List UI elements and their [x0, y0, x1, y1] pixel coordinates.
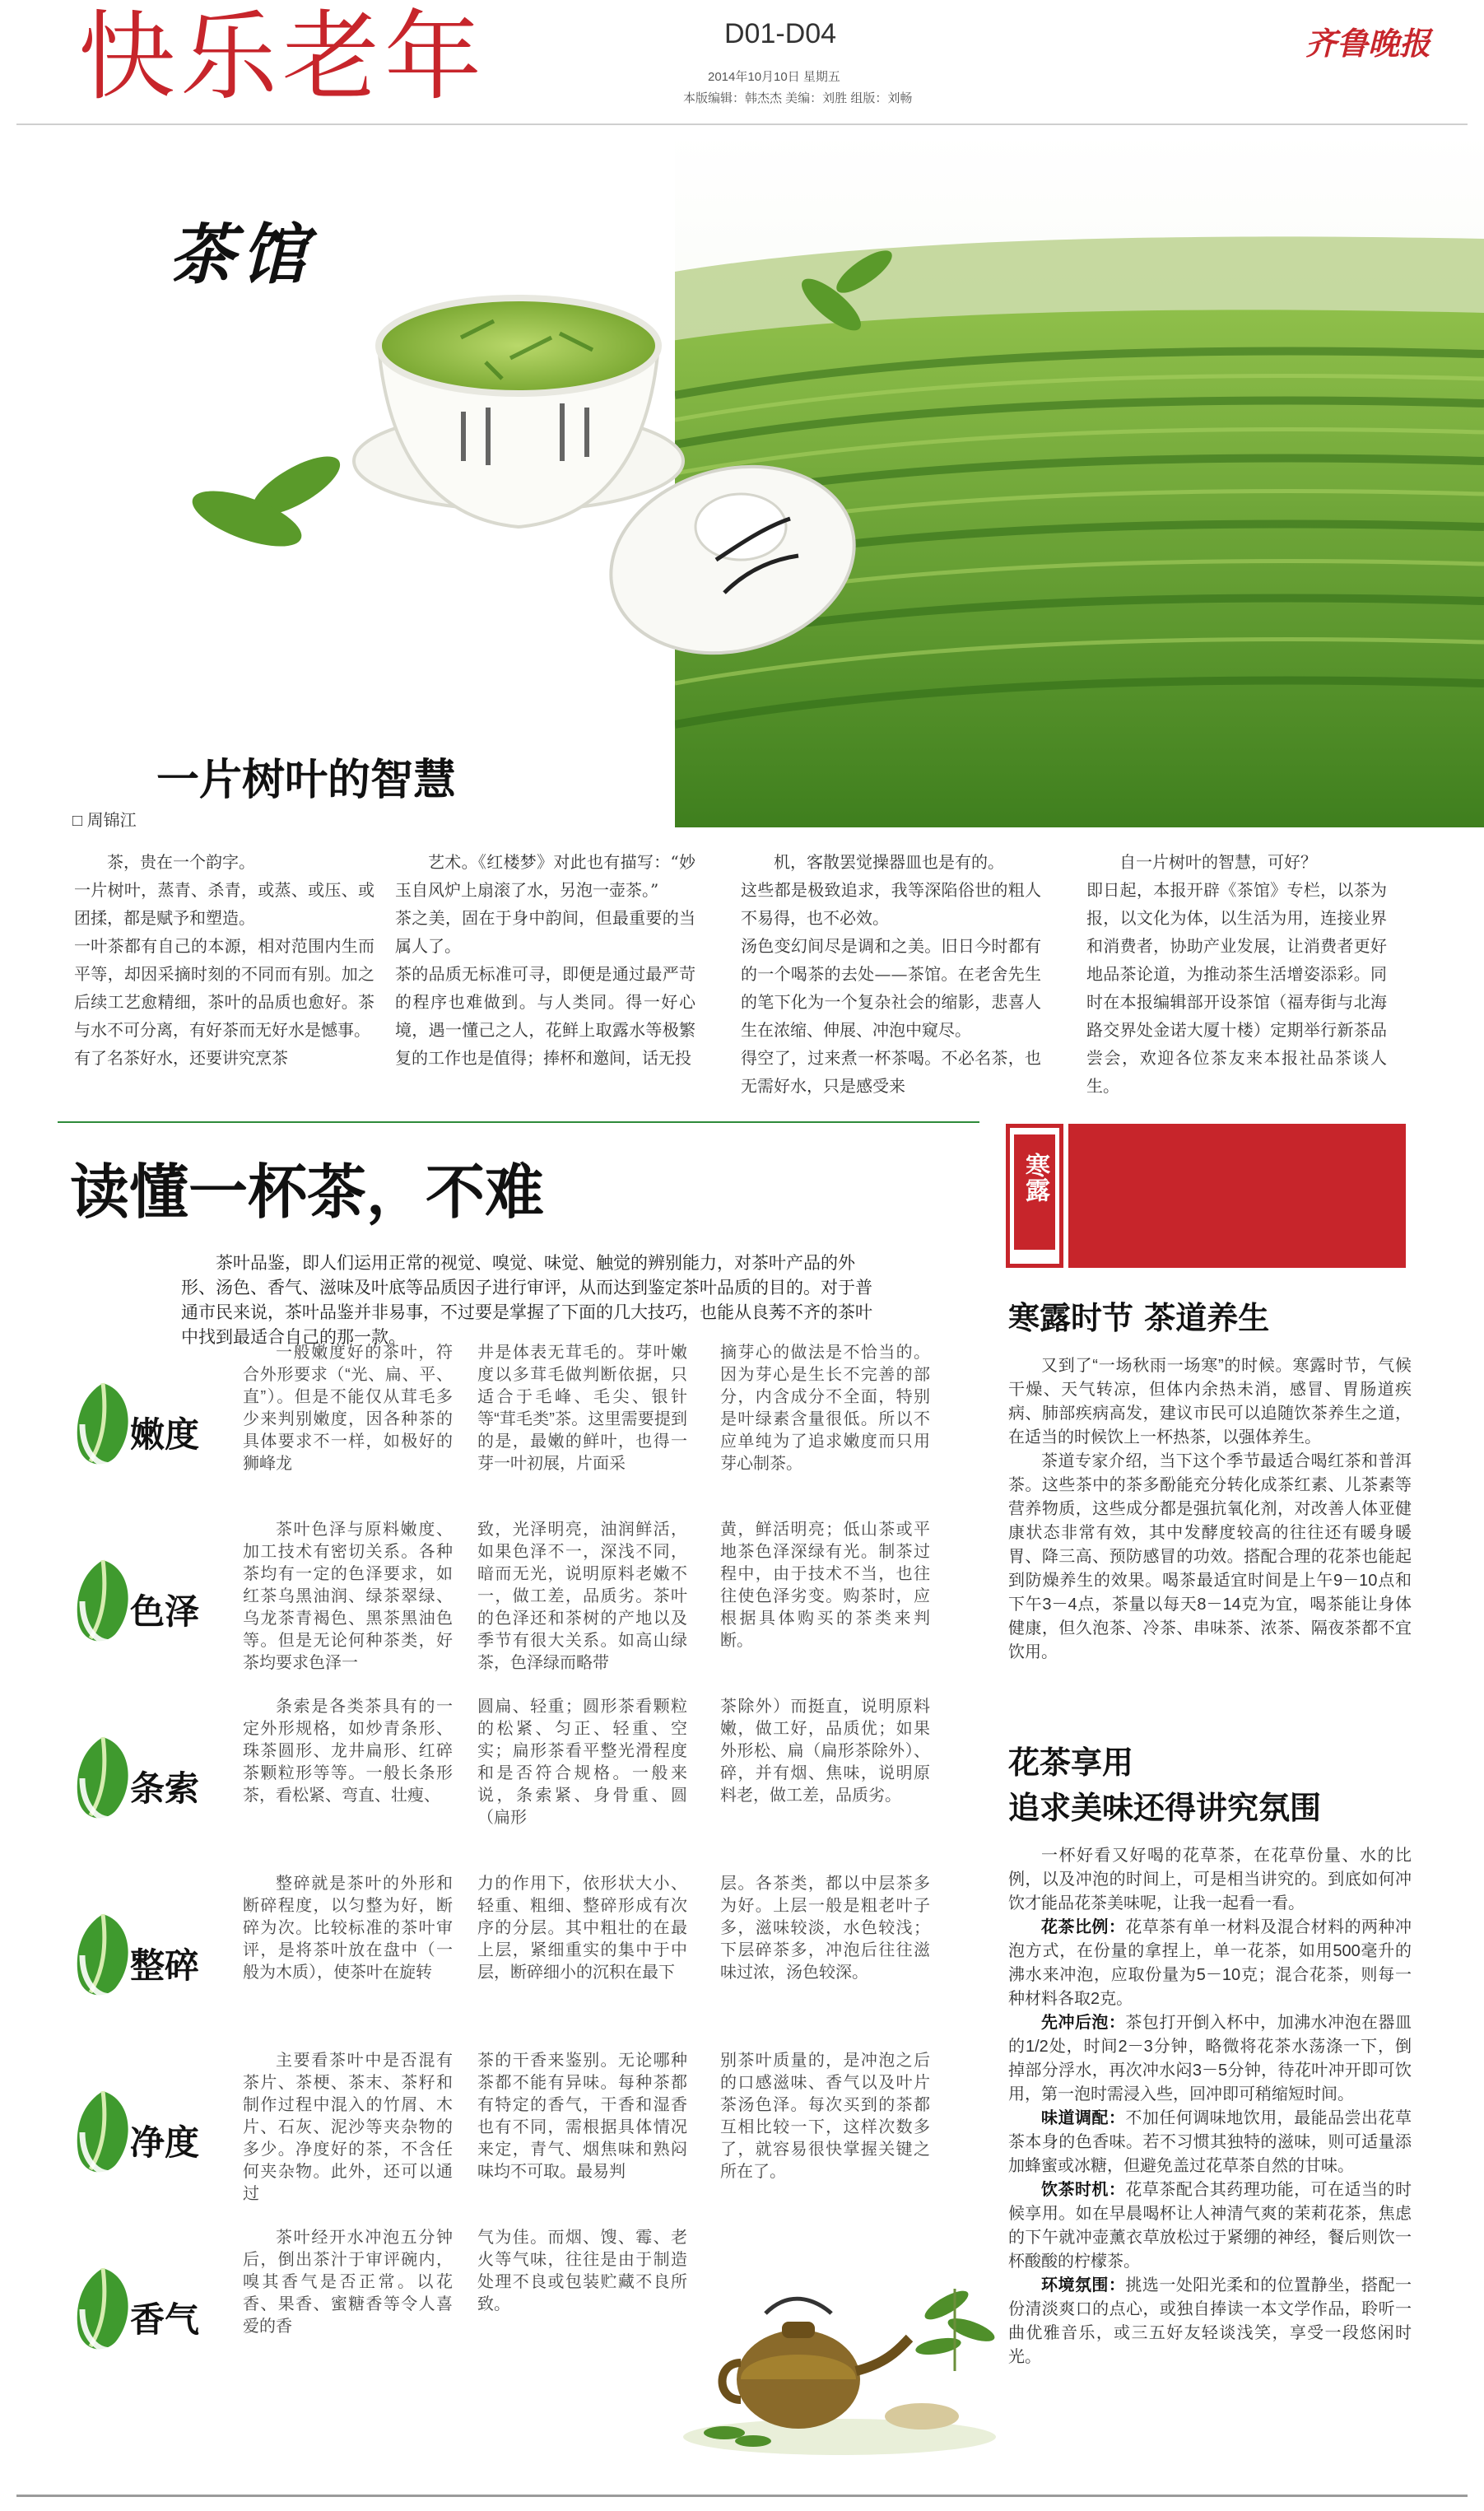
tip-text: 花草茶有单一材料及混合材料的两种冲泡方式，在份量的拿捏上，单一花茶，如用500毫升的沸水来冲泡，应取份量为5－10克；混合花茶，则每一种材料各取2克。 — [1008, 1918, 1412, 2008]
article-title: 读懂一杯茶，不难 — [70, 1158, 545, 1227]
essay-text: 艺术。《红楼梦》对此也有描写：“妙玉自风炉上扇滚了水，另泡一壶茶。” 茶之美，固在于身中韵间，但最重要的当属人了。 茶的品质无标准可寻，即便是通过最严苛的程序也难做到。与人类同。得一好心境，遇一懂己之人，花鲜上取露水等极繁复的工作也是值得；捧杯和邀间，话无投 — [395, 852, 695, 1068]
criterion-text: 别茶叶质量的，是冲泡之后的口感滋味、香气以及叶片茶汤色泽。每次买到的茶都互相比较一下，这样次数多了，就容易很快掌握关键之所在了。 — [720, 2052, 930, 2181]
publication-date: 2014年10月10日 星期五 — [708, 70, 840, 84]
sidebar-tip — [1008, 2274, 1412, 2369]
badge-text: 寒露 — [1021, 1153, 1049, 1202]
sidebar-tip — [1008, 2011, 1412, 2107]
sidebar-paragraph: 一杯好看又好喝的花草茶，在花草份量、水的比例，以及冲泡的时间上，可是相当讲究的。到底如何冲饮才能品花茶美味呢，让我一起看一看。 — [1008, 1847, 1412, 1912]
solar-term-badge — [1014, 1134, 1055, 1250]
criterion-row — [66, 1519, 996, 1696]
byline: □ 周锦江 — [72, 812, 137, 830]
criterion-text: 井是体表无茸毛的。芽叶嫩度以多茸毛做判断依据，只适合于毛峰、毛尖、银针等“茸毛类”茶。这里需要提到的是，最嫩的鲜叶，也得一芽一叶初展，片面采 — [477, 1344, 687, 1473]
criterion-row — [66, 1873, 996, 2050]
essay-column — [74, 848, 374, 1072]
tea-leaf-icon — [66, 2083, 140, 2182]
criterion-label: 条索 — [130, 1768, 200, 1809]
sidebar-tip — [1008, 2178, 1412, 2274]
tea-leaf-icon — [66, 1552, 140, 1651]
criterion-row — [66, 2050, 996, 2227]
tea-leaf-icon — [66, 1729, 140, 1828]
criterion-text: 层。各茶类，都以中层茶多为好。上层一般是粗老叶子多，滋味较淡，水色较浅；下层碎茶多，冲泡后往往滋味过浓，汤色较深。 — [720, 1875, 930, 1982]
criterion-text: 整碎就是茶叶的外形和断碎程度，以匀整为好，断碎为次。比较标准的茶叶审评，是将茶叶放在盘中（一般为木质），使茶叶在旋转 — [243, 1875, 453, 1982]
essay-column — [1086, 848, 1387, 1100]
essay-column — [395, 848, 695, 1072]
sidebar-items — [1008, 1916, 1412, 2369]
criterion-text: 茶除外）而挺直，说明原料嫩，做工好，品质优；如果外形松、扁（扁形茶除外）、碎，并有烟、焦味，说明原料老，做工差，品质劣。 — [720, 1698, 930, 1805]
page-code: D01-D04 — [724, 18, 837, 49]
criterion-label: 色泽 — [130, 1591, 200, 1632]
sidebar-story1-body — [1008, 1354, 1412, 1665]
criterion-text: 黄，鲜活明亮；低山茶或平地茶色泽深绿有光。制茶过程中，由于技术不当，也往往使色泽劣变。购茶时，应根据具体购买的茶类来判断。 — [720, 1521, 930, 1650]
criterion-label: 整碎 — [130, 1945, 200, 1986]
criterion-text: 茶叶经开水冲泡五分钟后，倒出茶汁于审评碗内，嗅其香气是否正常。以花香、果香、蜜糖香等令人喜爱的香 — [243, 2229, 453, 2336]
newspaper-logo: 齐鲁晚报 — [1305, 25, 1431, 62]
feature-title: 一片树叶的智慧 — [156, 756, 457, 805]
tip-text: 茶包打开倒入杯中，加沸水冲泡在器皿的1/2处，时间2－3分钟，略微将花茶水荡涤一下，倒掉部分浮水，再次冲水闷3－5分钟，待花叶冲开即可饮用，第一泡时需浸入些，回冲即可稍缩短时间。 — [1008, 2014, 1412, 2103]
tip-key: 花茶比例： — [1041, 1918, 1126, 1936]
tip-text: 挑选一处阳光柔和的位置静坐，搭配一份清淡爽口的点心，或独自捧读一本文学作品，聆听一曲优雅音乐，或三五好友轻谈浅笑，享受一段悠闲时光。 — [1008, 2276, 1412, 2366]
criterion-row — [66, 1342, 996, 1519]
sidebar-story2-body — [1008, 1844, 1412, 2369]
essay-text: 自一片树叶的智慧，可好？ 即日起，本报开辟《茶馆》专栏，以茶为报，以文化为体，以生活为用，连接业界和消费者，协助产业发展，让消费者更好地品茶论道，为推动茶生活增姿添彩。同时在本报编辑部开设茶馆（福寿街与北海路交界处金诺大厦十楼）定期举行新茶品尝会，欢迎各位茶友来本报社品茶谈人生。 — [1086, 852, 1387, 1096]
criterion-text: 条索是各类茶具有的一定外形规格，如炒青条形、珠茶圆形、龙井扁形、红碎茶颗粒形等等。一般长条形茶，看松紧、弯直、壮瘦、 — [243, 1698, 453, 1805]
essay-text: 机，客散罢觉操器皿也是有的。 这些都是极致追求，我等深陷俗世的粗人不易得，也不必效。 汤色变幻间尽是调和之美。旧日今时都有的一个喝茶的去处——茶馆。在老舍先生的笔下化为一个复杂社会的缩影，悲喜人生在浓缩、伸展、冲泡中窥尽。 得空了，过来煮一杯茶喝。不必名茶，也无需好水，只是感受来 — [741, 852, 1041, 1096]
criterion-text: 主要看茶叶中是否混有茶片、茶梗、茶末、茶籽和制作过程中混入的竹屑、木片、石灰、泥沙等夹杂物的多少。净度好的茶，不含任何夹杂物。此外，还可以通过 — [243, 2052, 453, 2203]
article-lead: 茶叶品鉴，即人们运用正常的视觉、嗅觉、味觉、触觉的辨别能力，对茶叶产品的外形、汤色、香气、滋味及叶底等品质因子进行审评，从而达到鉴定茶叶品质的目的。对于普通市民来说，茶叶品鉴并非易事，不过要是掌握了下面的几大技巧，也能从良莠不齐的茶叶中找到最适合自己的那一款。 — [181, 1254, 872, 1347]
criterion-text: 一般嫩度好的茶叶，符合外形要求（“光、扁、平、直”）。但是不能仅从茸毛多少来判别嫩度，因各种茶的具体要求不一样，如极好的狮峰龙 — [243, 1344, 453, 1473]
editors-line: 本版编辑：韩杰杰 美编：刘胜 组版：刘畅 — [683, 91, 913, 105]
tea-leaf-icon — [66, 2260, 140, 2359]
criterion-text: 力的作用下，依形状大小、轻重、粗细、整碎形成有次序的分层。其中粗壮的在最上层，紧细重实的集中于中层，断碎细小的沉积在最下 — [477, 1875, 687, 1982]
criterion-text: 摘芽心的做法是不恰当的。因为芽心是生长不完善的部分，内含成分不全面，特别是叶绿素含量很低。所以不应单纯为了追求嫩度而只用芽心制茶。 — [720, 1344, 930, 1473]
bottom-divider — [16, 2495, 1468, 2497]
criterion-label: 净度 — [130, 2122, 200, 2163]
sidebar-story1-title: 寒露时节 茶道养生 — [1008, 1300, 1270, 1336]
sidebar-story2-title-line1: 花茶享用 — [1008, 1745, 1134, 1781]
criterion-label: 嫩度 — [130, 1414, 200, 1455]
sidebar-paragraph: 又到了“一场秋雨一场寒”的时候。寒露时节，气候干燥、天气转凉，但体内余热未消，感冒、胃肠道疾病、肺部疾病高发，建议市民可以追随饮茶养生之道，在适当的时候饮上一杯热茶，以强体养生。 — [1008, 1357, 1412, 1447]
tip-text: 不加任何调味地饮用，最能品尝出花草茶本身的色香味。若不习惯其独特的滋味，则可适量添加蜂蜜或冰糖，但避免盖过花草茶自然的甘味。 — [1008, 2109, 1412, 2175]
sidebar-paragraph: 茶道专家介绍，当下这个季节最适合喝红茶和普洱茶。这些茶中的茶多酚能充分转化成茶红素、儿茶素等营养物质，这些成分都是强抗氧化剂，对改善人体亚健康状态非常有效，其中发酵度较高的往往还有暖身暖胃、降三高、预防感冒的功效。搭配合理的花茶也能起到防燥养生的效果。喝茶最适宜时间是上午9－10点和下午3－4点，茶量以每天8－14克为宜，喝茶能让身体健康，但久泡茶、冷茶、串味茶、浓茶、隔夜茶都不宜饮用。 — [1008, 1452, 1412, 1661]
essay-text: 茶，贵在一个韵字。 一片树叶，蒸青、杀青，或蒸、或压、或团揉，都是赋予和塑造。 一叶茶都有自己的本源，相对范围内生而平等，却因采摘时刻的不同而有别。加之后续工艺愈精细，茶叶的品质也愈好。茶与水不可分离，有好茶而无好水是憾事。 有了名茶好水，还要讲究烹茶 — [74, 852, 374, 1068]
tip-key: 味道调配： — [1041, 2109, 1126, 2127]
masthead-title: 快乐老年 — [78, 0, 487, 114]
criterion-text: 圆扁、轻重；圆形茶看颗粒的松紧、匀正、轻重、空实；扁形茶看平整光滑程度和是否符合规格。一般来说，条索紧、身骨重、圆（扁形 — [477, 1698, 687, 1827]
teapot-illustration — [675, 2256, 1004, 2462]
section-divider — [58, 1121, 979, 1123]
criterion-row — [66, 1696, 996, 1873]
essay-column — [741, 848, 1041, 1100]
tip-key: 饮茶时机： — [1041, 2181, 1126, 2199]
tea-leaf-icon — [66, 1906, 140, 2005]
tip-key: 环境氛围： — [1041, 2276, 1126, 2294]
sidebar-tip — [1008, 1916, 1412, 2011]
tip-text: 花草茶配合其药理功能，可在适当的时候享用。如在早晨喝杯让人神清气爽的茉莉花茶，焦虑的下午就冲壶薰衣草放松过于紧绷的神经，餐后则饮一杯酸酸的柠檬茶。 — [1008, 2181, 1412, 2271]
criterion-text: 茶叶色泽与原料嫩度、加工技术有密切关系。各种茶均有一定的色泽要求，如红茶乌黑油润、绿茶翠绿、乌龙茶青褐色、黑茶黑油色等。但是无论何种茶类，好茶均要求色泽一 — [243, 1521, 453, 1672]
criterion-text: 致，光泽明亮，油润鲜活，如果色泽不一，深浅不同，暗而无光，说明原料老嫩不一，做工差，品质劣。茶叶的色泽还和茶树的产地以及季节有很大关系。如高山绿茶，色泽绿而略带 — [477, 1521, 687, 1672]
tea-leaf-icon — [66, 1375, 140, 1474]
criterion-text: 茶的干香来鉴别。无论哪种茶都不能有异味。每种茶都有特定的香气，干香和湿香也有不同，需根据具体情况来定，青气、烟焦味和熟闷味均不可取。最易判 — [477, 2052, 687, 2181]
masthead-divider — [16, 123, 1468, 125]
criterion-text: 气为佳。而烟、馊、霉、老火等气味，往往是由于制造处理不良或包装贮藏不良所致。 — [477, 2229, 687, 2313]
section-label: 茶馆 — [169, 216, 314, 293]
sidebar-story2-title-line2: 追求美味还得讲究氛围 — [1008, 1790, 1322, 1826]
sidebar-tip — [1008, 2107, 1412, 2178]
solar-term-banner — [1068, 1124, 1406, 1268]
tip-key: 先冲后泡： — [1041, 2014, 1126, 2032]
criterion-label: 香气 — [130, 2299, 200, 2340]
